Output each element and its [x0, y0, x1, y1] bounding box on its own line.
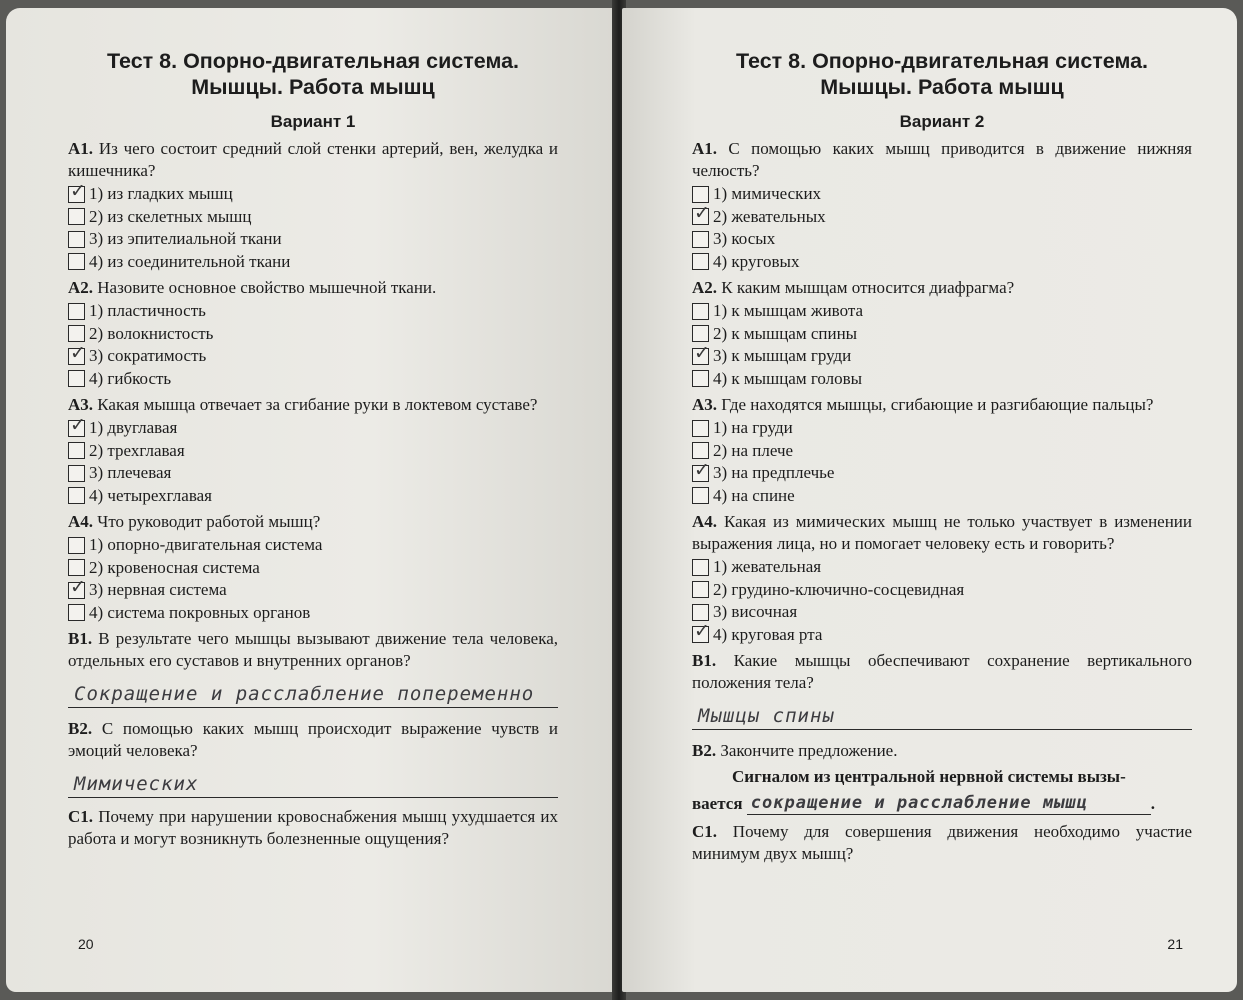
option-label: 4) на спине — [713, 485, 795, 505]
answer-option[interactable] — [692, 485, 1192, 508]
handwritten-answer: Мимических — [74, 773, 199, 795]
right-page — [622, 8, 1237, 992]
answer-option[interactable] — [692, 620, 1192, 647]
option-label: 3) височная — [713, 602, 798, 621]
sentence-start: вается — [692, 794, 743, 813]
answer-option[interactable] — [692, 183, 1192, 206]
checkbox-icon[interactable] — [692, 559, 709, 576]
checkbox-icon[interactable] — [68, 465, 85, 482]
answer-option[interactable] — [692, 323, 1192, 346]
answer-option[interactable] — [68, 575, 558, 602]
question-number: В1. — [68, 629, 93, 648]
checkbox-icon[interactable] — [692, 370, 709, 387]
question-text: К каким мышцам относится диафрагма? — [721, 278, 1015, 297]
option-label: 3) на предплечье — [713, 463, 835, 482]
answer-option[interactable] — [692, 579, 1192, 602]
option-label: 2) трехглавая — [89, 440, 185, 460]
checkbox-icon[interactable] — [692, 186, 709, 203]
option-label: 4) к мышцам головы — [713, 368, 863, 388]
option-label: 1) из гладких мышц — [89, 184, 233, 203]
answer-option[interactable] — [68, 323, 558, 346]
handwritten-answer: Мышцы спины — [698, 705, 835, 727]
question-number: В2. — [68, 719, 93, 738]
option-label: 2) к мышцам спины — [713, 323, 858, 343]
answer-option[interactable] — [692, 251, 1192, 274]
option-label: 3) сократимость — [89, 346, 207, 365]
page-number: 20 — [78, 936, 94, 952]
option-label: 1) двуглавая — [89, 418, 178, 437]
checkbox-icon[interactable] — [692, 604, 709, 621]
checkbox-icon[interactable] — [68, 303, 85, 320]
right-page-content — [692, 48, 1192, 866]
checked-checkbox-icon[interactable] — [68, 179, 86, 203]
checkbox-icon[interactable] — [68, 253, 85, 270]
question-list — [692, 138, 1192, 646]
checkbox-icon[interactable] — [692, 325, 709, 342]
checked-checkbox-icon[interactable] — [68, 413, 86, 437]
answer-option[interactable] — [68, 206, 558, 229]
question-number: А3. — [692, 395, 718, 414]
checkbox-icon[interactable] — [692, 487, 709, 504]
question-c1 — [68, 806, 558, 850]
checkbox-icon[interactable] — [68, 208, 85, 225]
sentence-line-1: Сигналом из центральной нервной системы вызы- — [732, 767, 1126, 786]
question-c1 — [692, 821, 1192, 865]
checked-checkbox-icon[interactable] — [68, 341, 86, 365]
checkbox-icon[interactable] — [68, 487, 85, 504]
checked-checkbox-icon[interactable] — [692, 202, 710, 225]
option-label: 2) грудино-ключично-сосцевидная — [713, 579, 965, 599]
option-label: 4) система покровных органов — [89, 602, 311, 622]
question-a3 — [68, 394, 558, 416]
checkmark-icon: ✓ — [70, 413, 86, 436]
option-label: 1) жевательная — [713, 557, 822, 576]
option-label: 1) к мышцам живота — [713, 301, 864, 320]
page-title — [68, 48, 558, 100]
question-a1 — [68, 138, 558, 182]
answer-option[interactable] — [692, 417, 1192, 440]
checkmark-icon: ✓ — [70, 179, 86, 202]
option-label: 2) жевательных — [713, 206, 826, 226]
answer-option[interactable] — [68, 228, 558, 251]
option-label: 3) нервная система — [89, 580, 227, 599]
answer-option[interactable] — [68, 602, 558, 625]
option-label: 1) на груди — [713, 418, 793, 437]
variant-heading: Вариант 2 — [899, 112, 985, 131]
checkmark-icon: ✓ — [70, 341, 86, 364]
checkbox-icon[interactable] — [692, 420, 709, 437]
checkbox-icon[interactable] — [68, 370, 85, 387]
question-list — [68, 138, 558, 624]
question-text: В результате чего мышцы вызывают движение тела человека, отдельных его суставов и внутренних органов? — [68, 629, 559, 670]
answer-line-b1[interactable] — [68, 673, 558, 708]
variant-heading: Вариант 1 — [270, 112, 356, 131]
answer-option[interactable] — [68, 341, 558, 368]
checkmark-icon: ✓ — [70, 575, 86, 598]
question-a2 — [68, 277, 558, 299]
option-label: 3) плечевая — [89, 463, 172, 482]
question-b2 — [692, 740, 1192, 762]
answer-option[interactable] — [68, 534, 558, 557]
answer-option[interactable] — [68, 440, 558, 463]
page-number: 21 — [1167, 936, 1183, 952]
question-number: А2. — [692, 278, 718, 297]
handwritten-answer: Сокращение и расслабление попеременно — [74, 683, 535, 705]
answer-option[interactable] — [692, 556, 1192, 579]
title-line-2: Мышцы. Работа мышц — [820, 75, 1064, 99]
question-number: В1. — [692, 651, 717, 670]
checkbox-icon[interactable] — [68, 231, 85, 248]
option-label: 4) четырехглавая — [89, 485, 212, 505]
handwritten-answer: сокращение и расслабление мышц — [750, 793, 1088, 813]
answer-option[interactable] — [692, 228, 1192, 251]
option-label: 4) гибкость — [89, 368, 172, 388]
checkbox-icon[interactable] — [68, 559, 85, 576]
option-label: 4) из соединительной ткани — [89, 251, 291, 271]
answer-line-b1[interactable] — [692, 695, 1192, 730]
title-line-1: Тест 8. Опорно-двигательная система. — [735, 49, 1149, 73]
answer-option[interactable] — [68, 557, 558, 580]
question-number: А4. — [692, 512, 718, 531]
question-number: А2. — [68, 278, 94, 297]
question-a4 — [692, 511, 1192, 555]
checkbox-icon[interactable] — [68, 604, 85, 621]
page-title — [692, 48, 1192, 100]
title-line-1: Тест 8. Опорно-двигательная система. — [106, 49, 520, 73]
checkmark-icon: ✓ — [694, 202, 710, 225]
question-text: Почему для совершения движения необходимо участие минимум двух мышц? — [692, 822, 1192, 863]
checkbox-icon[interactable] — [692, 442, 709, 459]
question-text: Какая из мимических мышц не только участвует в изменении выражения лица, но и помогает человеку есть и говорить? — [692, 512, 1193, 553]
question-number: А1. — [692, 139, 718, 158]
answer-option[interactable] — [692, 601, 1192, 624]
option-label: 2) волокнистость — [89, 323, 214, 343]
option-label: 1) пластичность — [89, 301, 206, 320]
checkmark-icon: ✓ — [694, 458, 710, 481]
question-text: Назовите основное свойство мышечной ткани. — [97, 278, 437, 297]
answer-option[interactable] — [692, 458, 1192, 485]
question-a4 — [68, 511, 558, 533]
option-label: 4) круговых — [713, 251, 800, 271]
sentence-fill-blank[interactable] — [747, 792, 1151, 815]
question-text: Где находятся мышцы, сгибающие и разгибающие пальцы? — [721, 395, 1154, 414]
answer-option[interactable] — [692, 368, 1192, 391]
answer-option[interactable] — [68, 368, 558, 391]
question-text: Закончите предложение. — [720, 741, 898, 760]
answer-option[interactable] — [692, 440, 1192, 463]
answer-option[interactable] — [692, 300, 1192, 323]
question-b1 — [68, 628, 558, 672]
question-text: С помощью каких мышц приводится в движение нижняя челюсть? — [692, 139, 1192, 180]
checked-checkbox-icon[interactable] — [692, 341, 710, 365]
title-line-2: Мышцы. Работа мышц — [191, 75, 435, 99]
question-text: Какие мышцы обеспечивают сохранение вертикального положения тела? — [692, 651, 1192, 692]
answer-option[interactable] — [68, 413, 558, 440]
question-text: Из чего состоит средний слой стенки артерий, вен, желудка и кишечника? — [68, 139, 559, 180]
checked-checkbox-icon[interactable] — [68, 575, 86, 599]
option-label: 4) круговая рта — [713, 624, 823, 644]
answer-option[interactable] — [68, 485, 558, 508]
answer-line-b2[interactable] — [68, 763, 558, 798]
checkbox-icon[interactable] — [692, 303, 709, 320]
option-label: 2) из скелетных мышц — [89, 206, 252, 226]
option-label: 2) на плече — [713, 440, 794, 460]
checkbox-icon[interactable] — [692, 581, 709, 598]
checkbox-icon[interactable] — [68, 537, 85, 554]
question-text: Что руководит работой мышц? — [97, 512, 321, 531]
checked-checkbox-icon[interactable] — [692, 458, 710, 482]
question-number: С1. — [692, 822, 718, 841]
sentence-end: . — [1150, 794, 1156, 813]
checkmark-icon: ✓ — [694, 620, 710, 643]
question-text: С помощью каких мышц происходит выражение чувств и эмоций человека? — [68, 719, 559, 760]
checkbox-icon[interactable] — [68, 325, 85, 342]
checkmark-icon: ✓ — [694, 341, 710, 364]
option-label: 2) кровеносная система — [89, 557, 260, 577]
question-a1 — [692, 138, 1192, 182]
answer-option[interactable] — [68, 251, 558, 274]
checkbox-icon[interactable] — [692, 231, 709, 248]
question-b2 — [68, 718, 558, 762]
question-a3 — [692, 394, 1192, 416]
checked-checkbox-icon[interactable] — [692, 620, 710, 643]
question-number: А4. — [68, 512, 94, 531]
question-b1 — [692, 650, 1192, 694]
sentence-line-2 — [692, 792, 1192, 815]
option-label: 3) из эпителиальной ткани — [89, 229, 282, 248]
question-number: А1. — [68, 139, 94, 158]
question-number: А3. — [68, 395, 94, 414]
question-number: С1. — [68, 807, 94, 826]
question-number: В2. — [692, 741, 717, 760]
answer-option[interactable] — [692, 202, 1192, 229]
answer-option[interactable] — [68, 179, 558, 206]
question-text: Почему при нарушении кровоснабжения мышц ухудшается их работа и могут возникнуть болезненные ощущения? — [68, 807, 558, 848]
answer-option[interactable] — [68, 462, 558, 485]
option-label: 3) к мышцам груди — [713, 346, 852, 365]
checkbox-icon[interactable] — [68, 442, 85, 459]
question-a2 — [692, 277, 1192, 299]
checkbox-icon[interactable] — [692, 253, 709, 270]
option-label: 3) косых — [713, 229, 776, 248]
option-label: 1) мимических — [713, 184, 822, 203]
question-text: Какая мышца отвечает за сгибание руки в локтевом суставе? — [97, 395, 538, 414]
option-label: 1) опорно-двигательная система — [89, 535, 323, 554]
left-page-content — [68, 48, 558, 851]
answer-option[interactable] — [692, 341, 1192, 368]
answer-option[interactable] — [68, 300, 558, 323]
left-page — [6, 8, 616, 992]
